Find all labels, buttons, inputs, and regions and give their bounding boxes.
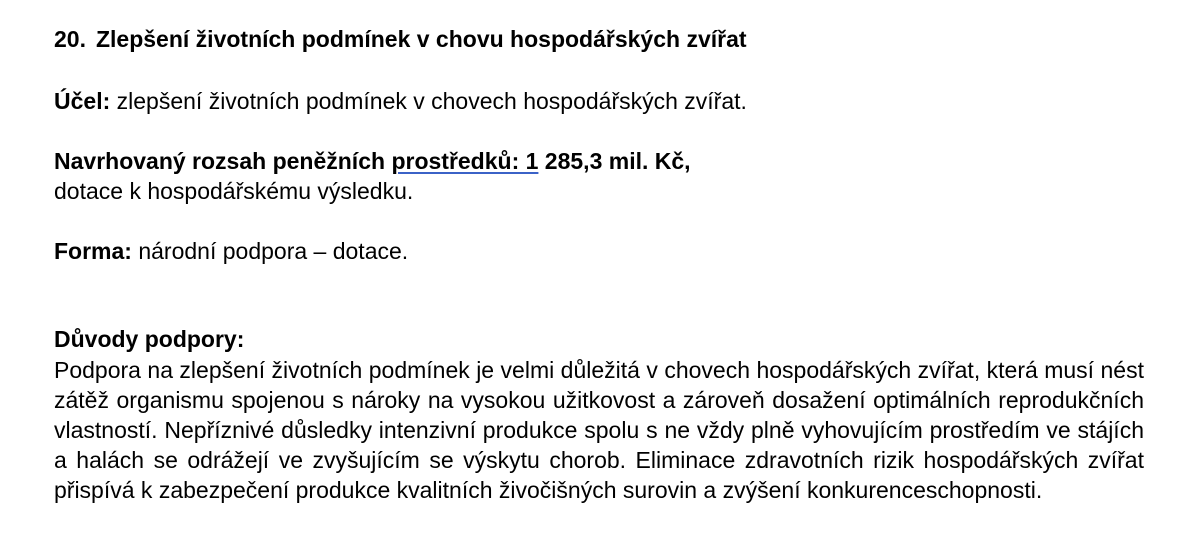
purpose-label: Účel: [54,88,111,114]
form-label: Forma: [54,238,132,264]
section-number: 20. [54,26,86,52]
reasons-paragraph: Podpora na zlepšení životních podmínek je velmi důležitá v chovech hospodářských zvířat, která musí nést zátěž organismu spojenou s nároky na vysokou užitkovost a zároveň dosažení optimálních reprodukčních vlastností. Nepříznivé důsledky intenzivní produkce spolu s ne vždy plně vyhovujícím prostředím ve stájích a halách se odrážejí ve zvyšujícím se výskytu chorob. Eliminace zdravotních rizik hospodářských zvířat přispívá k zabezpečení produkce kvalitních živočišných surovin a zvýšení konkurenceschopnosti. [54,357,1144,503]
funding-label-part1: Navrhovaný rozsah peněžních [54,148,392,174]
purpose-text: zlepšení životních podmínek v chovech hospodářských zvířat. [110,88,747,114]
form-text: národní podpora – dotace. [131,238,409,264]
funding-link[interactable]: prostředků: 1 [391,148,539,174]
reasons-heading: Důvody podpory: [54,326,245,352]
purpose-paragraph [54,86,747,116]
section-title: Zlepšení životních podmínek v chovu hospodářských zvířat [95,26,747,52]
section-heading [54,24,747,54]
funding-subtext: dotace k hospodářskému výsledku. [54,178,414,204]
funding-line [54,146,691,176]
funding-label-part2: 285,3 mil. Kč, [538,148,691,174]
form-paragraph [54,236,408,266]
